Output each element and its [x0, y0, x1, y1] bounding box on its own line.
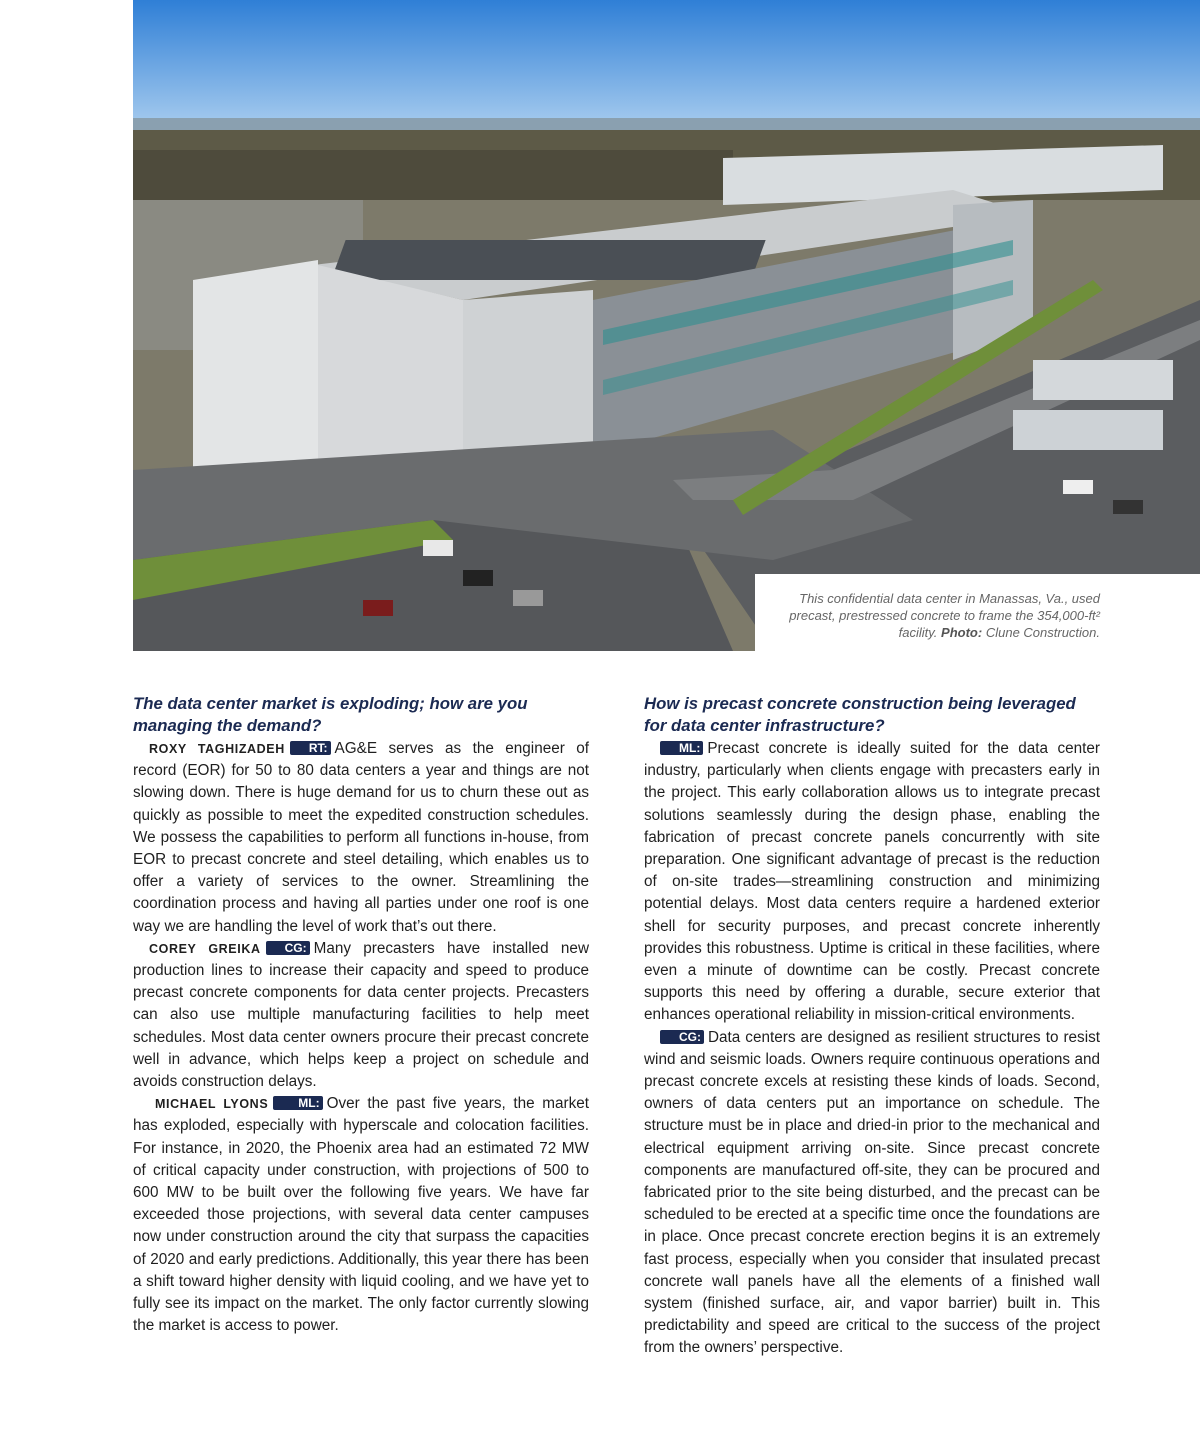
- speaker-tag: CG:: [266, 941, 310, 955]
- right-question-heading: How is precast concrete construction being leveraged for data center infrastructure?: [644, 694, 1076, 735]
- answer-paragraph-ml: [644, 738, 1100, 1027]
- aerial-photo: [133, 0, 1200, 651]
- left-column: [133, 693, 589, 1337]
- answer-text: AG&E serves as the engineer of record (EOR) for 50 to 80 data centers a year and things are not slowing down. There is huge demand for us to churn these out as quickly as possible to meet the expedited construction schedules. We possess the capabilities to perform all functions in-house, from EOR to precast concrete and steel detailing, which enables us to offer a variety of services to the owner. Streamlining the coordination process and having all parties under one roof is one way we are handling the level of work that’s out there.: [133, 740, 589, 935]
- caption-text: This confidential data center in Manassas, Va., used precast, prestressed concrete to frame the 354,000-ft² facility.: [789, 591, 1100, 640]
- right-column: [644, 693, 1100, 1360]
- data-center-aerial-illustration: [133, 0, 1200, 651]
- answer-text: Data centers are designed as resilient structures to resist wind and seismic loads. Owners require continuous operations and precast concrete excels at resisting these kinds of loads. Second, owners of data centers put an importance on schedule. The structure must be in place and dried-in prior to the mechanical and electrical equipment arriving on-site. Since precast concrete components are manufactured off-site, they can be procured and fabricated prior to the site being disturbed, and the precast can be scheduled to be erected at a specific time once the foundations are in place. Once precast concrete erection begins it is an extremely fast process, especially when you consider that insulated precast concrete wall panels have all the elements of a finished wall system (finished surface, air, and vapor barrier) built in. This predictability and speed are critical to the success of the project from the owners’ perspective.: [644, 1028, 1100, 1357]
- answer-paragraph-corey: [133, 938, 589, 1093]
- answer-paragraph-roxy: [133, 738, 589, 938]
- answer-text: Many precasters have installed new production lines to increase their capacity and speed to produce precast concrete components for data center projects. Precasters can also use multiple manufacturing facilities to help meet schedules. Most data center owners procure their precast concrete well in advance, which helps keep a project on schedule and avoids construction delays.: [133, 939, 589, 1091]
- answer-paragraph-cg: [644, 1027, 1100, 1360]
- speaker-name: ROXY TAGHIZADEH: [149, 742, 285, 756]
- answer-text: Precast concrete is ideally suited for the data center industry, particularly when clients engage with precasters early in the project. This early collaboration allows us to integrate precast solutions seamlessly during the design phase, enabling the fabrication of precast concrete panels concurrently with site preparation. One significant advantage of precast is the reduction of on-site trades—streamlining construction and minimizing potential delays. Most data centers require a hardened exterior shell for security purposes, and precast concrete inherently provides this robustness. Uptime is critical in these facilities, where even a minute of downtime can be costly. Precast concrete supports this need by offering a durable, secure exterior that enhances operational reliability in mission-critical environments.: [644, 740, 1100, 1024]
- caption-credit-label: Photo:: [941, 625, 983, 640]
- answer-text: Over the past five years, the market has exploded, especially with hyperscale and colocation facilities. For instance, in 2020, the Phoenix area had an estimated 72 MW of critical capacity under construction, with projections of 500 to 600 MW to be built over the following five years. We have far exceeded those projections, with several data center campuses now under construction around the city that surpass the capacities of 2020 and early predictions. Additionally, this year there has been a shift toward higher density with liquid cooling, and we have yet to fully see its impact on the market. The only factor currently slowing the market is access to power.: [133, 1095, 589, 1335]
- left-question-heading: The data center market is exploding; how are you managing the demand?: [133, 694, 528, 735]
- speaker-name: COREY GREIKA: [149, 941, 261, 956]
- speaker-tag: ML:: [660, 741, 703, 755]
- speaker-name: MICHAEL LYONS: [155, 1097, 269, 1112]
- answer-paragraph-michael: [133, 1093, 589, 1337]
- speaker-tag: ML:: [273, 1096, 322, 1110]
- photo-caption: [770, 590, 1100, 641]
- caption-credit: Clune Construction.: [985, 625, 1100, 640]
- speaker-tag: CG:: [660, 1030, 704, 1044]
- speaker-tag: RT:: [290, 741, 331, 755]
